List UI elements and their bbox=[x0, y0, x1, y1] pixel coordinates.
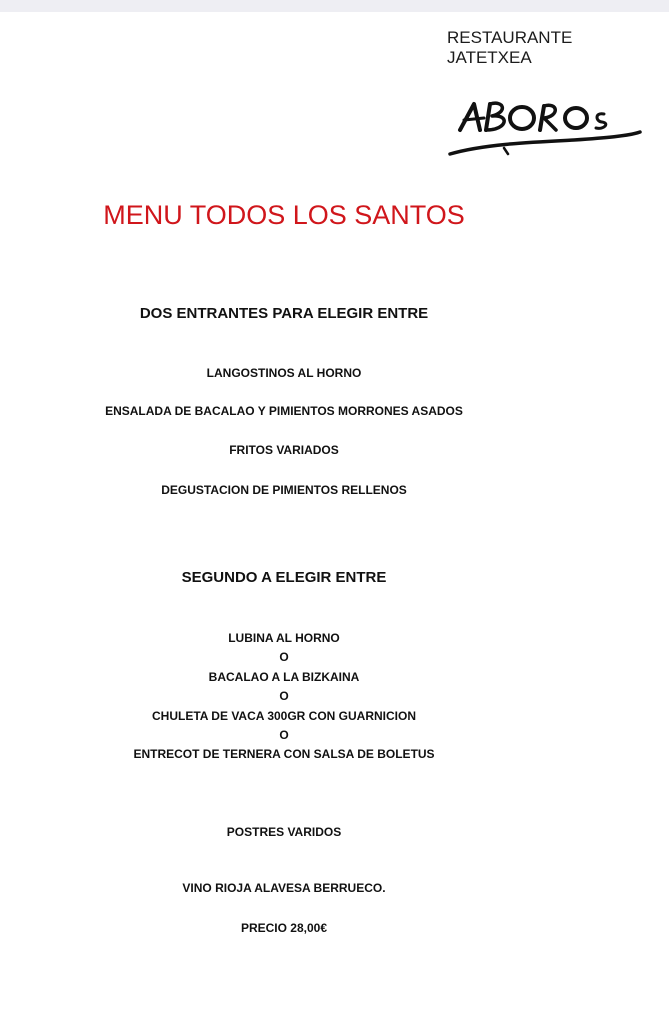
mains-heading: SEGUNDO A ELEGIR ENTRE bbox=[181, 569, 387, 586]
aboro-signature-logo bbox=[444, 92, 644, 162]
main-item: LUBINA AL HORNO bbox=[228, 631, 340, 645]
or-separator: O bbox=[279, 728, 289, 742]
starter-item: ENSALADA DE BACALAO Y PIMIENTOS MORRONES ASADOS bbox=[105, 404, 463, 418]
dessert-line: POSTRES VARIDOS bbox=[226, 825, 342, 839]
main-item: ENTRECOT DE TERNERA CON SALSA DE BOLETUS bbox=[133, 747, 435, 761]
menu-title: MENU TODOS LOS SANTOS bbox=[103, 200, 465, 230]
top-strip bbox=[0, 0, 669, 12]
starters-heading: DOS ENTRANTES PARA ELEGIR ENTRE bbox=[139, 305, 429, 322]
restaurant-name-line1: RESTAURANTE bbox=[447, 28, 573, 47]
restaurant-name bbox=[447, 28, 572, 68]
starter-item: DEGUSTACION DE PIMIENTOS RELLENOS bbox=[161, 483, 407, 497]
restaurant-name-line2: JATETXEA bbox=[447, 48, 532, 67]
main-item: CHULETA DE VACA 300GR CON GUARNICION bbox=[151, 709, 417, 723]
or-separator: O bbox=[279, 689, 289, 703]
starter-item: LANGOSTINOS AL HORNO bbox=[206, 366, 362, 380]
price-line: PRECIO 28,00€ bbox=[240, 921, 328, 935]
or-separator: O bbox=[279, 650, 289, 664]
wine-line: VINO RIOJA ALAVESA BERRUECO. bbox=[182, 881, 386, 895]
main-item: BACALAO A LA BIZKAINA bbox=[208, 670, 360, 684]
starter-item: FRITOS VARIADOS bbox=[229, 443, 339, 457]
